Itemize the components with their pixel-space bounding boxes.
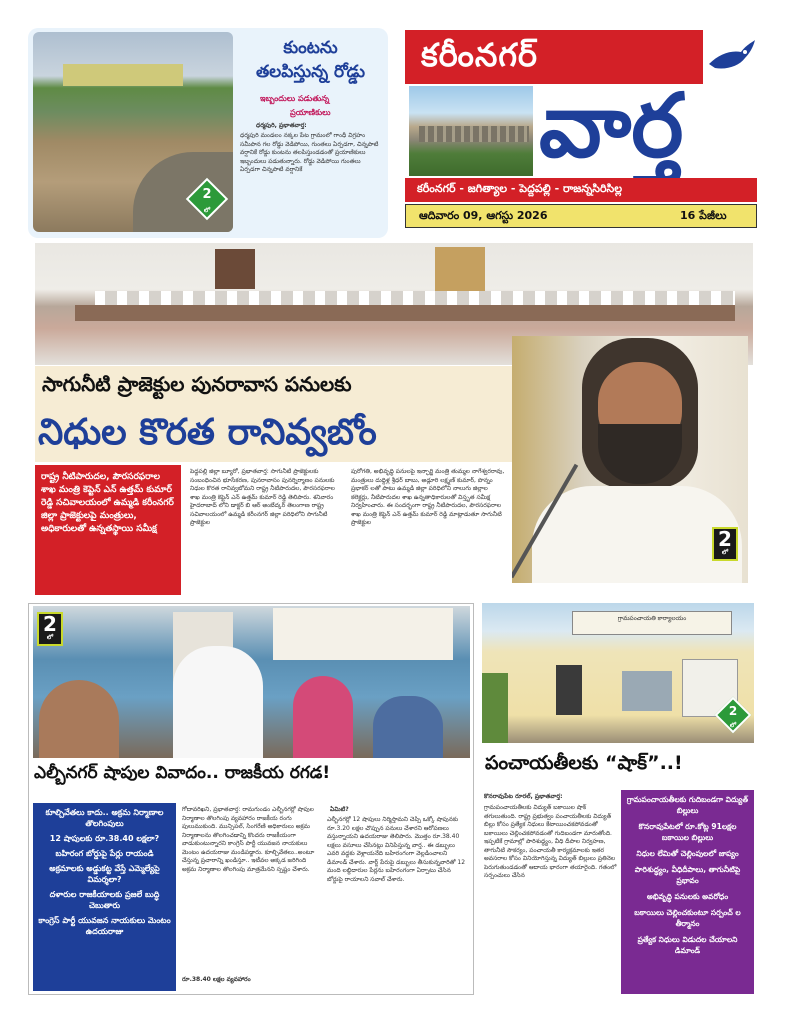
story3-sidebar-item: నిధుల లేమితో చెల్లింపులలో జాప్యం xyxy=(636,849,739,858)
story2-sidebar-item: కూల్చివేతలు కాదు.. అక్రమ నిర్మాణాల తొలగింపులు xyxy=(45,808,164,828)
lead-page-num: 2 xyxy=(718,527,732,551)
story2-sidebar-item: దళారుల రాజకీయాలకు ప్రజలే బుద్ధి చెబుతారు xyxy=(49,890,160,910)
teaser-subtitle-2: ప్రయాణికులు xyxy=(290,108,331,117)
story2-headline: ఎల్బీనగర్ షాపుల వివాదం.. రాజకీయ రగడ! xyxy=(34,763,331,783)
story3-sidebar-item: కొనరావుపేటలో రూ.కోట్ల 91లక్షల బకాయిల బిల్లులు xyxy=(638,822,737,842)
story3-sidebar-item: అభివృద్ధి పనులకు అవరోధం xyxy=(646,892,729,901)
protest-photo xyxy=(33,606,470,758)
story3-sidebar-item: ప్రత్యేక నిధులు విడుదల చేయాలని డిమాండ్ xyxy=(637,935,738,955)
teaser-dateline: ధర్మపురి, ప్రభాతవార్త: xyxy=(256,122,307,129)
story3-sidebar-item: బకాయిలు చెల్లించకుంటూ సర్పంచ్ ల తీర్మానం xyxy=(634,908,741,928)
teaser-page-label: లో xyxy=(203,207,211,214)
story3-page-label: లో xyxy=(729,722,737,729)
lead-column-1: పెద్దపల్లి జిల్లా బ్యూరో, ప్రభాతవార్త: సాగునీటి ప్రాజెక్టులకు సంబంధించిన భూసేకరణ, పునరావాసం పునర్నిర్మాణం పనులకు నిధుల కొరత రానివ్వబోమని రాష్ట్ర నీటిపారుదల, పౌరసరఫరాల శాఖ మంత్రి కెప్టెన్ ఎన్ ఉత్తమ్ కుమార్ రెడ్డి తెలిపారు. శనివారం హైదరాబాద్ లోని డాక్టర్ బి ఆర్ అంబేద్కర్ తెలంగాణ రాష్ట్ర సచివాలయంలో ఉమ్మడి కరీంనగర్ జిల్లా పరిధిలోని సాగునీటి ప్రాజెక్టుల xyxy=(190,468,335,526)
page-count: 16 పేజీలు xyxy=(680,209,727,222)
lead-headline-1: సాగునీటి ప్రాజెక్టుల పునరావాస పనులకు xyxy=(42,372,352,396)
lead-page-badge[interactable] xyxy=(712,527,738,561)
masthead-title-top: కరీంనగర్ xyxy=(421,36,539,74)
district-text: కరీంనగర్ - జగిత్యాల - పెద్దపల్లి - రాజన్నసిరిసిల్ల xyxy=(417,182,623,195)
teaser-title-2: తలపిస్తున్న రోడ్డు xyxy=(255,62,366,82)
story3-dateline: కొనరావుపేట రూరల్, ప్రభాతవార్త: xyxy=(484,793,563,800)
story2-sidebar-item: కాంగ్రెస్ పార్టీ యువజన నాయకులు మెంటం ఉదయరాజు xyxy=(38,916,171,936)
lead-page-label: లో xyxy=(721,549,729,556)
teaser-title-1: కుంటను xyxy=(283,38,338,58)
story3-page-num: 2 xyxy=(728,704,738,718)
story2-sidebar xyxy=(33,803,176,991)
story3-body: గ్రామపంచాయతీలకు విద్యుత్ బకాయిల షాక్ తగులుతుంది. రాష్ట్ర ప్రభుత్వం పంచాయతీలకు విద్యుత్ బిల్లు కోసం ప్రత్యేక నిధులు కేటాయించకపోవడంతో బకాయిలు చెల్లించకపోవడంతో గుదిబండగా మారుతోంది. ఇప్పటికే గ్రామాల్లో పారిశుద్ధ్యం, వీధి దీపాల నిర్వహణ, తాగునీటి సౌకర్యం, పంచాయతీ కార్యక్రమాలకు ఇతర అవసరాల కోసం వినియోగిస్తున్న విద్యుత్ బిల్లులు ప్రతినెల పెరుగుతుండడంతో ఆదాయ భారంగా తయారైంది. గతంలో సర్పంచులు చేసిన xyxy=(484,804,617,879)
lead-headline-2: నిధుల కొరత రానివ్వబోం xyxy=(38,412,377,453)
masthead-title-main: వార్త xyxy=(539,74,684,177)
story3-sidebar xyxy=(621,790,754,994)
dam-photo xyxy=(409,86,533,176)
story2-sidebar-item: అక్రమాలకు అడ్డుకట్ట వేస్తే ఎమ్మెల్యేపై విమర్శలా? xyxy=(49,864,160,884)
issue-date: ఆదివారం 09, ఆగస్టు 2026 xyxy=(419,209,548,222)
story2-column-2: ఎల్బీనగర్లో 12 షాపులు నిర్మిస్తామని చెప్పి ఒక్కో షాపునకు రూ.3.20 లక్షల చొప్పున పనులు చేశారని ఆరోపణలు వస్తున్నాయని ఉదయరాజు తెలిపారు. మొత్తం రూ.38.40 లక్షలు వసూలు చేసినట్లు వినిపిస్తున్న వార్త.. ఈ డబ్బులు ఎవరి వద్దకు వెళ్లాయనేది బహిరంగంగా వెల్లడించాలని డిమాండ్ చేశారు. వార్డ్ పేరుపై డబ్బులు తీసుకున్నవారితో 12 మంది లబ్దిదారుల పేర్లను బహిరంగంగా ఏర్పాటు చేసిన బోర్డుపై రాయాలని సవాల్ చేశారు. xyxy=(327,816,466,883)
story3-sidebar-item: గ్రామపంచాయతీలకు గుదిబండగా విద్యుత్ బిల్లులు xyxy=(626,795,749,815)
story3-headline: పంచాయతీలకు “షాక్”..! xyxy=(485,752,683,774)
story2-column-1-tail: రూ.38.40 లక్షల వ్యవహారం xyxy=(182,976,251,983)
teaser-box[interactable] xyxy=(28,28,388,238)
teaser-page-num: 2 xyxy=(202,187,212,202)
lead-highlight-box xyxy=(35,465,181,595)
masthead xyxy=(405,30,757,238)
story2-page-label: లో xyxy=(46,634,54,641)
dove-icon xyxy=(705,38,757,82)
story2-column-2-head: ఏమిటి? xyxy=(330,806,349,813)
story3-sidebar-item: పారిశుద్ధ్యం, వీధిదీపాలు, తాగునీటిపై ప్రభావం xyxy=(634,865,741,885)
teaser-subtitle: ఇబ్బందులు పడుతున్న xyxy=(260,94,330,103)
story2-column-1: గోదావరిఖని, ప్రభాతవార్త: రామగుండం ఎల్బీనగర్లో షాపుల నిర్మాణాల తొలగింపు వ్యవహారం రాజకీయ రంగు పులుముకుంది. మున్సిపల్, సింగరేణి అధికారులు అక్రమ నిర్మాణాలను తొలగించడాన్ని కొందరు రాజకీయంగా వాడుకుంటున్నారని కాంగ్రెస్ పార్టీ యువజన నాయకులు మెంటం ఉదయరాజు మండిపడ్డారు. కూల్చివేతలు..అంటూ చేస్తున్న ప్రచారాన్ని ఖండిస్తూ.. ఇటీవల అక్కడ జరిగింది అక్రమ నిర్మాణాల తొలగింపు మాత్రమేనని స్పష్టం చేశారు. xyxy=(182,806,315,873)
teaser-body: ధర్మపురి మండలం నక్కల పేట గ్రామంలో గాంధీ విగ్రహం సమీపాన గల రోడ్డు వెడిపోయి, గుంతలు ఏర్పడగా, చిన్నపాటి వర్షానికే రోడ్డు కుంటను తలపిస్తుండడంతో ప్రయాణికులు ఇబ్బందులు పడుతున్నారు. రోడ్డు వెడిపోయి గుంతలు ఏర్పడగా చిన్నపాటి వర్షానికే xyxy=(240,132,379,173)
panchayat-office-photo xyxy=(482,603,754,743)
story2-sidebar-item: బహిరంగ బోర్డుపై పేర్లు రాయండి xyxy=(55,849,154,858)
lead-highlight-text: రాష్ట్ర నీటిపారుదల, పౌరసరఫరాల శాఖ మంత్రి కెప్టెన్ ఎన్ ఉత్తమ్ కుమార్ రెడ్డి సచివాలయంలో ఉమ్మడి కరీంనగర్ జిల్లా ప్రాజెక్టులపై మంత్రులు, అధికారులతో ఉన్నతస్థాయి సమీక్ష xyxy=(41,472,174,534)
panchayat-sign-text: గ్రామపంచాయతి కార్యాలయం xyxy=(617,615,687,622)
story2-page-num: 2 xyxy=(43,612,57,636)
lead-column-2: పురోగతి, అభివృద్ధి పనులపై ఇన్ఛార్జి మంత్రి తుమ్మల నాగేశ్వరరావు, మంత్రులు దుద్దిళ్ల శ్రీధర్ బాబు, అడ్లూరి లక్ష్మణ్ కుమార్, పొన్నం ప్రభాకర్ లతో పాటు ఉమ్మడి జిల్లా పరిధిలోని నాలుగు జిల్లాల కలెక్టర్లు, నీటిపారుదల శాఖ ఉన్నతాధికారులతో విస్తృత సమీక్ష నిర్వహించారు. ఈ సందర్భంగా రాష్ట్ర నీటిపారుదల, పౌరసరఫరాల శాఖ మంత్రి కెప్టెన్ ఎన్ ఉత్తమ్ కుమార్ రెడ్డి మాట్లాడుతూ సాగునీటి ప్రాజెక్టుల xyxy=(351,468,505,526)
story2-sidebar-item: 12 షాపులకు రూ.38.40 లక్షలా? xyxy=(49,834,160,843)
story2-page-badge[interactable] xyxy=(37,612,63,646)
